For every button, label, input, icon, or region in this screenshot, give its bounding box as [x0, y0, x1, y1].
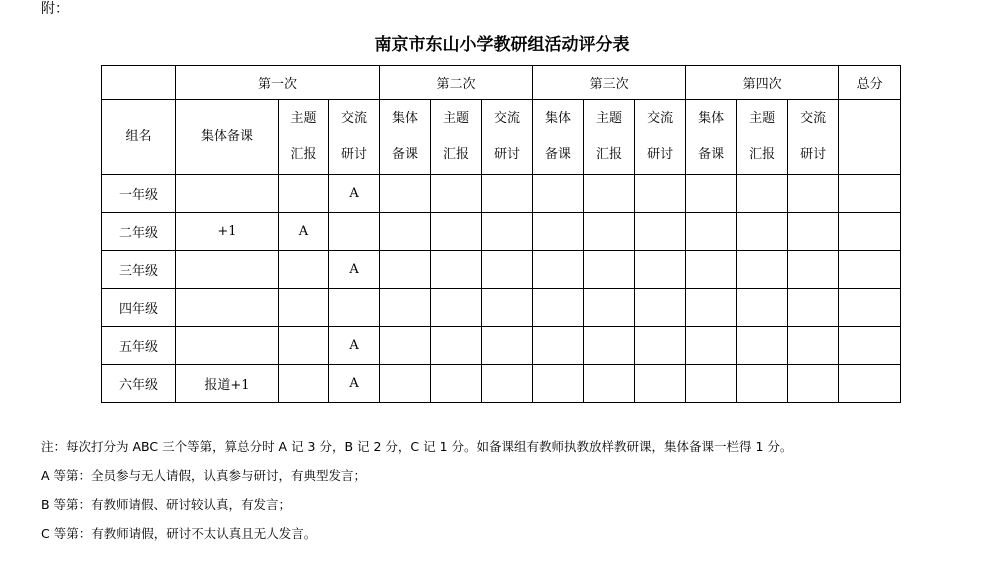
score-cell [431, 365, 482, 403]
sub-header-label: 主题 [443, 111, 470, 126]
sub-header-cell [635, 100, 686, 175]
score-cell [431, 327, 482, 365]
score-cell [737, 251, 788, 289]
score-cell [533, 213, 584, 251]
note-scoring-rule: 注：每次打分为 ABC 三个等第，算总分时 A 记 3 分，B 记 2 分，C 记 1 分。如备课组有教师执教放样教研课，集体备课一栏得 1 分。 [41, 439, 793, 454]
score-cell [839, 289, 901, 327]
sub-header-label: 交流 [647, 111, 674, 126]
score-cell [635, 213, 686, 251]
sub-header-cell [788, 100, 839, 175]
sub-header-cell [176, 100, 279, 175]
score-cell [482, 213, 533, 251]
score-cell [279, 365, 329, 403]
score-cell [482, 327, 533, 365]
score-cell [686, 213, 737, 251]
attachment-prefix: 附： [41, 1, 69, 17]
round-header-row [102, 66, 901, 100]
sub-header-cell [533, 100, 584, 175]
score-cell [533, 365, 584, 403]
sub-header-label: 集体 [392, 111, 419, 126]
table-row [102, 289, 901, 327]
sub-header-label: 研讨 [800, 147, 827, 162]
group-name: 二年级 [102, 213, 176, 251]
sub-header-cell [584, 100, 635, 175]
score-cell [431, 289, 482, 327]
table-row [102, 327, 901, 365]
score-cell [380, 213, 431, 251]
score-cell [686, 175, 737, 213]
score-cell [380, 327, 431, 365]
sub-header-label: 研讨 [494, 147, 521, 162]
score-cell: A [279, 213, 329, 251]
sub-header-label: 研讨 [341, 147, 368, 162]
note-grade-b: B 等第：有教师请假、研讨较认真，有发言； [41, 497, 292, 512]
round-1-header: 第一次 [176, 66, 380, 100]
table-row [102, 175, 901, 213]
sub-header-label: 备课 [698, 147, 725, 162]
score-cell [635, 175, 686, 213]
score-cell [737, 213, 788, 251]
sub-header-label: 备课 [392, 147, 419, 162]
score-cell [686, 289, 737, 327]
score-cell [482, 365, 533, 403]
score-cell: A [329, 251, 380, 289]
score-cell [380, 175, 431, 213]
score-cell [839, 213, 901, 251]
score-cell [533, 175, 584, 213]
score-cell [431, 175, 482, 213]
sub-header-label: 集体 [698, 111, 725, 126]
score-cell [788, 327, 839, 365]
score-cell [176, 327, 279, 365]
score-cell [584, 251, 635, 289]
group-name: 三年级 [102, 251, 176, 289]
score-cell [635, 289, 686, 327]
page-title: 南京市东山小学教研组活动评分表 [374, 35, 630, 55]
score-cell [380, 365, 431, 403]
score-cell [482, 175, 533, 213]
score-cell [839, 175, 901, 213]
score-cell [279, 289, 329, 327]
score-cell [686, 251, 737, 289]
sub-header-cell [686, 100, 737, 175]
sub-header-label: 交流 [341, 111, 368, 126]
sub-header-label: 汇报 [749, 147, 776, 162]
table-row [102, 365, 901, 403]
score-cell: 报道+1 [176, 365, 279, 403]
group-name: 四年级 [102, 289, 176, 327]
total-header: 总分 [839, 66, 901, 100]
sub-header-row [102, 100, 901, 175]
score-cell [788, 213, 839, 251]
sub-header-cell [329, 100, 380, 175]
corner-cell [102, 66, 176, 100]
score-cell [176, 251, 279, 289]
score-cell [839, 365, 901, 403]
score-cell: A [329, 365, 380, 403]
score-cell: A [329, 175, 380, 213]
score-cell [279, 251, 329, 289]
score-cell [737, 365, 788, 403]
score-cell [176, 175, 279, 213]
score-cell [533, 289, 584, 327]
score-cell [482, 289, 533, 327]
score-cell [329, 289, 380, 327]
score-cell [431, 213, 482, 251]
table-row [102, 213, 901, 251]
score-cell [686, 327, 737, 365]
sub-header-label: 集体 [545, 111, 572, 126]
score-cell [584, 327, 635, 365]
score-body [102, 175, 901, 403]
group-name: 一年级 [102, 175, 176, 213]
sub-header-label: 主题 [596, 111, 623, 126]
score-cell: A [329, 327, 380, 365]
score-cell [482, 251, 533, 289]
score-cell [533, 327, 584, 365]
group-name-header: 组名 [102, 100, 176, 175]
score-cell [839, 251, 901, 289]
sub-header-label: 交流 [800, 111, 827, 126]
score-cell [737, 327, 788, 365]
sub-header-label: 汇报 [596, 147, 623, 162]
score-cell [431, 251, 482, 289]
sub-header-cell [380, 100, 431, 175]
score-cell [788, 251, 839, 289]
score-cell [788, 365, 839, 403]
round-2-header: 第二次 [380, 66, 533, 100]
sub-header-label: 交流 [494, 111, 521, 126]
score-cell [584, 175, 635, 213]
score-cell [279, 175, 329, 213]
table-row [102, 251, 901, 289]
score-cell [533, 251, 584, 289]
sub-header-cell [279, 100, 329, 175]
score-cell [737, 289, 788, 327]
total-sub-cell [839, 100, 901, 175]
score-table [101, 65, 901, 403]
score-cell [279, 327, 329, 365]
round-4-header: 第四次 [686, 66, 839, 100]
notes [41, 440, 792, 556]
sub-header-cell [482, 100, 533, 175]
score-cell [788, 289, 839, 327]
score-cell [635, 327, 686, 365]
score-cell [380, 289, 431, 327]
note-grade-c: C 等第：有教师请假，研讨不太认真且无人发言。 [41, 526, 317, 541]
sub-header-label: 集体备课 [200, 129, 253, 144]
group-name: 五年级 [102, 327, 176, 365]
score-cell [839, 327, 901, 365]
score-cell [686, 365, 737, 403]
group-name: 六年级 [102, 365, 176, 403]
sub-header-cell [737, 100, 788, 175]
score-cell: +1 [176, 213, 279, 251]
round-3-header: 第三次 [533, 66, 686, 100]
score-cell [584, 289, 635, 327]
sub-header-label: 主题 [290, 111, 317, 126]
score-cell [329, 213, 380, 251]
sub-header-label: 汇报 [290, 147, 317, 162]
score-cell [635, 365, 686, 403]
score-cell [380, 251, 431, 289]
score-cell [176, 289, 279, 327]
sub-header-label: 备课 [545, 147, 572, 162]
score-cell [737, 175, 788, 213]
sub-header-label: 研讨 [647, 147, 674, 162]
sub-header-cell [431, 100, 482, 175]
note-grade-a: A 等第：全员参与无人请假，认真参与研讨，有典型发言； [41, 468, 367, 483]
sub-header-label: 主题 [749, 111, 776, 126]
score-cell [635, 251, 686, 289]
score-cell [584, 365, 635, 403]
sub-header-label: 汇报 [443, 147, 470, 162]
score-cell [788, 175, 839, 213]
score-cell [584, 213, 635, 251]
